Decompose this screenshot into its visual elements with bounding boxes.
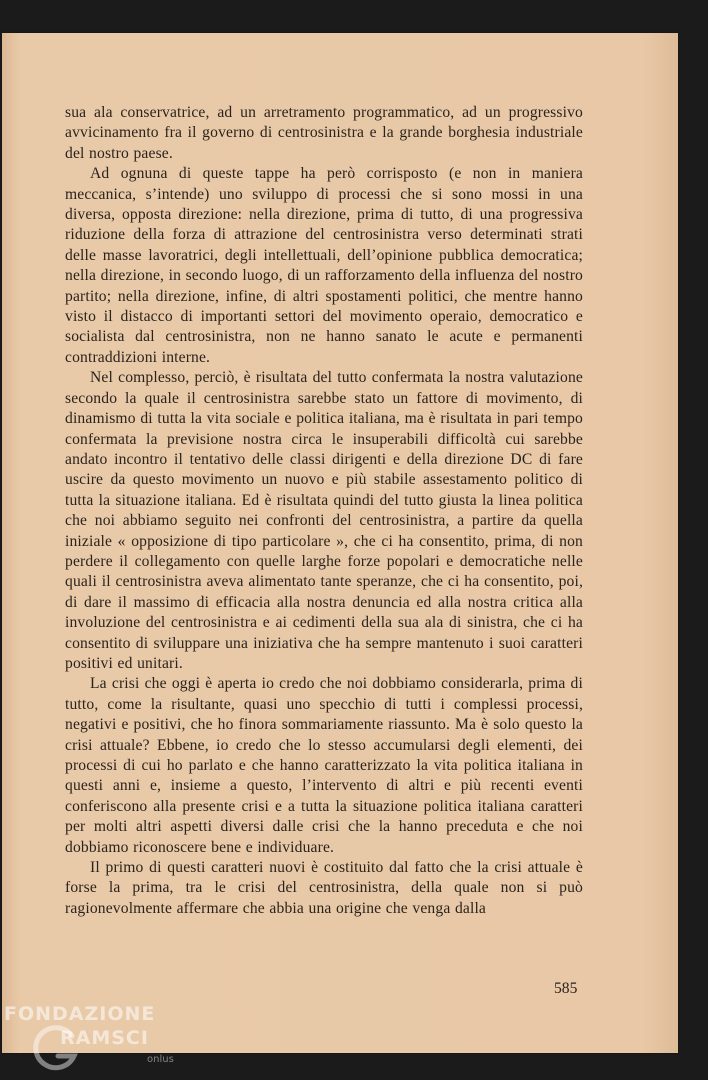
watermark-line-3: onlus — [147, 1054, 174, 1065]
watermark-logo — [4, 1000, 184, 1076]
paragraph: La crisi che oggi è aperta io credo che noi dobbiamo considerarla, prima di tutto, come la risultante, quasi uno specchio di tutti i complessi processi, negativi e positivi, che ho finora sommariamente riassunto. Ma è solo questo la crisi attuale? Ebbene, io credo che lo stesso accumularsi degli elementi, dei processi di cui ho parlato e che hanno caratterizzato la vita politica italiana in questi anni e, insieme a questo, l’intervento di altri e più recenti eventi conferiscono alla presente crisi e a tutta la situazione politica italiana caratteri per molti altri aspetti diversi dalle crisi che la hanno preceduta e che noi dobbiamo riconoscere bene e individuare. — [65, 675, 583, 856]
watermark-line-1: FONDAZIONE — [4, 1003, 156, 1025]
paragraph: Nel complesso, perciò, è risultata del tutto confermata la nostra valutazione secondo la quale il centrosinistra sarebbe stato un fattore di movimento, di dinamismo di tutta la vita sociale e politica italiana, ma è risultata in pari tempo confermata la previsione nostra circa le insuperabili difficoltà cui sarebbe andato incontro il tentativo delle classi dirigenti e della direzione DC di fare uscire da questo movimento un nuovo e più stabile assestamento politico di tutta la situazione italiana. Ed è risultata quindi del tutto giusta la linea politica che noi abbiamo seguito nei confronti del centrosinistra, a partire da quella iniziale « opposizione di tipo particolare », che ci ha consentito, prima, di non perdere il collegamento con quelle larghe forze popolari e democratiche nelle quali il centrosinistra aveva alimentato tante speranze, che ci ha consentito, poi, di dare il massimo di efficacia alla nostra denuncia ed alla nostra critica alla involuzione del centrosinistra e ai cedimenti della sua ala di sinistra, che ci ha consentito di sviluppare una iniziativa che ha sempre mantenuto i suoi caratteri positivi ed unitari. — [65, 369, 583, 672]
paragraph-continuation: sua ala conservatrice, ad un arretramento programmatico, ad un progressivo avvicinamento fra il governo di centrosinistra e la grande borghesia industriale del nostro paese. — [65, 104, 583, 162]
watermark-line-2: RAMSCI — [60, 1027, 149, 1049]
body-text — [65, 103, 583, 919]
paragraph: Ad ognuna di queste tappe ha però corrisposto (e non in maniera meccanica, s’intende) uno sviluppo di processi che si sono mossi in una diversa, opposta direzione: nella direzione, prima di tutto, di una progressiva riduzione della forza di attrazione del centrosinistra verso determinati strati delle masse lavoratrici, degli intellettuali, dell’opinione pubblica democratica; nella direzione, in secondo luogo, di un rafforzamento della influenza del nostro partito; nella direzione, infine, di altri spostamenti politici, che mentre hanno visto il distacco di importanti settori del movimento operaio, democratico e socialista dal centrosinistra, non ne hanno sanato le acute e permanenti contraddizioni interne. — [65, 165, 583, 366]
page-number: 585 — [554, 980, 578, 997]
paragraph: Il primo di questi caratteri nuovi è costituito dal fatto che la crisi attuale è forse la prima, tra le crisi del centrosinistra, della quale non si può ragionevolmente affermare che abbia una origine che venga dalla — [65, 859, 583, 917]
